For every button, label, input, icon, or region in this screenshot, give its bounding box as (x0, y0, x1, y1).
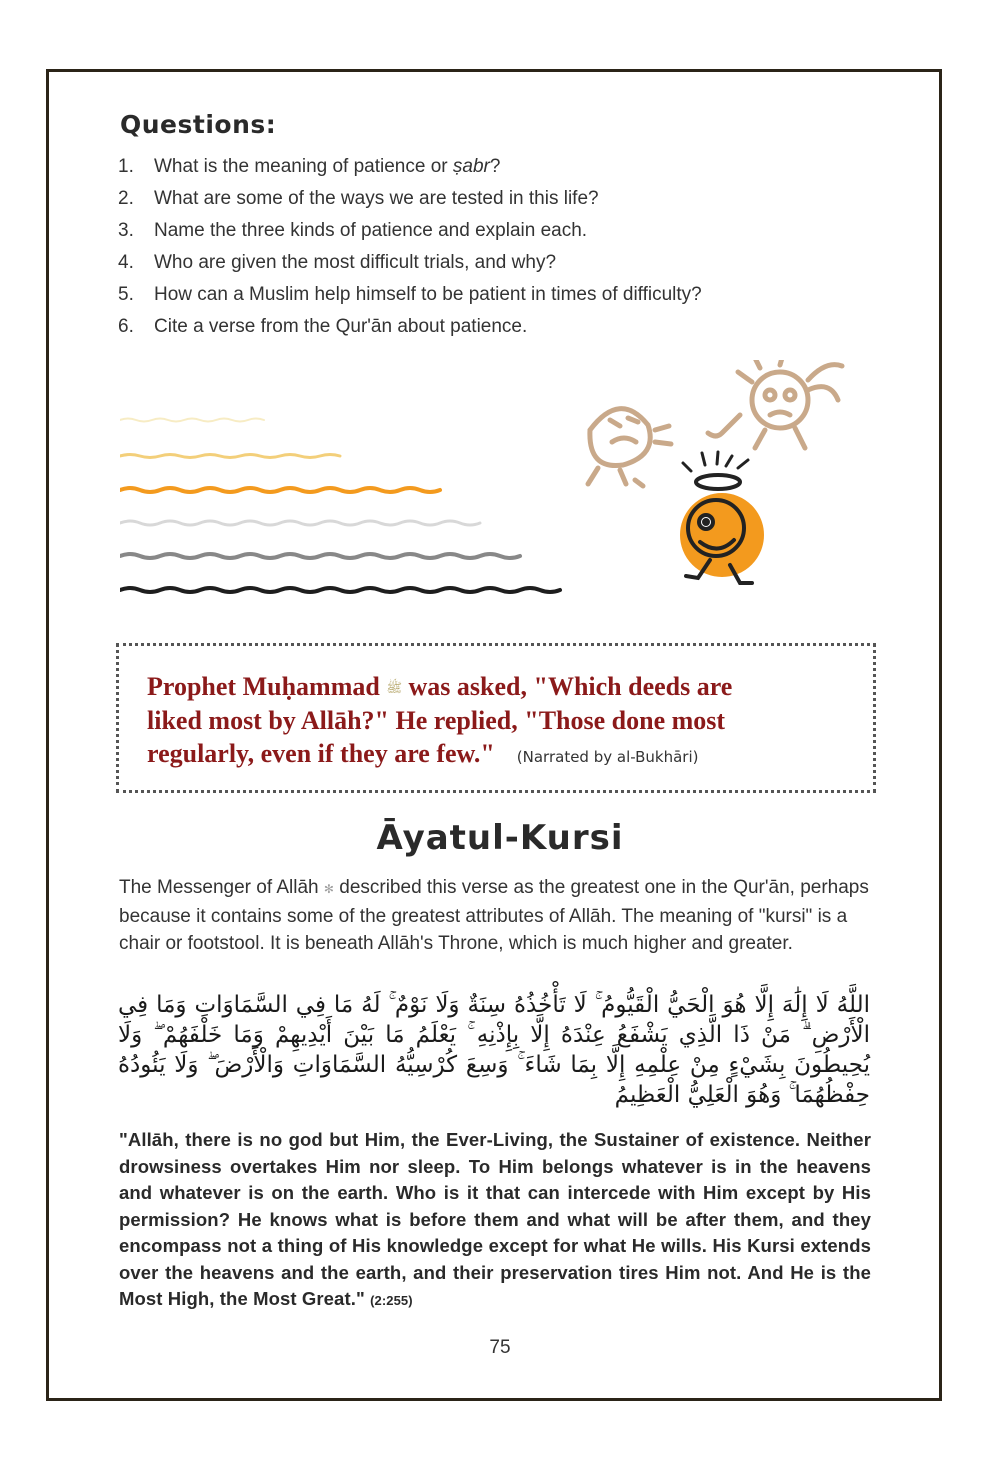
wavy-line-3 (120, 488, 440, 492)
questions-list (118, 151, 702, 343)
wavy-line-1 (120, 419, 264, 422)
question-number: 4. (118, 252, 134, 273)
wavy-line-6 (120, 588, 560, 592)
hadith-line-3: regularly, even if they are few." (147, 739, 495, 768)
question-item (118, 279, 702, 311)
verse-reference: (2:255) (370, 1293, 413, 1308)
question-suffix: ? (489, 156, 501, 177)
honorific-icon: ✻ (323, 882, 334, 896)
hadith-line-1-rest: was asked, "Which deeds are (408, 672, 733, 701)
intro-text-rest: described this verse as the greatest one in the Qur'ān, perhaps because it contains some of the greatest attributes of Allāh. The meaning of "kursi" is a chair or footstool. It is beneath Allāh's Throne, which is much higher and greater. (119, 877, 869, 954)
questions-heading: Questions: (120, 110, 277, 139)
arabic-verse: اللَّهُ لَا إِلَٰهَ إِلَّا هُوَ الْحَيُّ الْقَيُّومُ ۚ لَا تَأْخُذُهُ سِنَةٌ وَلَا نَوْمٌ ۚ لَهُ مَا فِي السَّمَاوَاتِ وَمَا فِي الْأَرْضِ ۗ مَنْ ذَا الَّذِي يَشْفَعُ عِنْدَهُ إِلَّا بِإِذْنِهِ ۚ يَعْلَمُ مَا بَيْنَ أَيْدِيهِمْ وَمَا خَلْفَهُمْ ۖ وَلَا يُحِيطُونَ بِشَيْءٍ مِنْ عِلْمِهِ إِلَّا بِمَا شَاءَ ۚ وَسِعَ كُرْسِيُّهُ السَّمَاوَاتِ وَالْأَرْضَ ۖ وَلَا يَئُودُهُ حِفْظُهُمَا ۚ وَهُوَ الْعَلِيُّ الْعَظِيمُ (118, 992, 870, 1108)
angry-character-right (708, 360, 842, 448)
wavy-line-2 (120, 455, 340, 458)
hadith-prophet-name: Prophet Muḥammad (147, 672, 380, 701)
translation-text: "Allāh, there is no god but Him, the Ever-Living, the Sustainer of existence. Neither drowsiness overtakes Him nor sleep. To Him belongs whatever is in the heavens and whatever is on the earth. Who is it that can intercede with Him except by His permission? He knows what is before them and what will be after them, and they encompass not a thing of His knowledge except for what He wills. His Kursi extends over the heavens and the earth, and their preservation tires Him not. And He is the Most High, the Most Great." (119, 1129, 871, 1309)
wavy-line-4 (120, 521, 480, 525)
question-text: Who are given the most difficult trials, and why? (154, 252, 557, 273)
question-text: What is the meaning of patience or (154, 156, 453, 177)
question-number: 5. (118, 284, 134, 305)
ayatul-kursi-intro (119, 874, 871, 957)
question-text: Name the three kinds of patience and explain each. (154, 220, 588, 241)
question-number: 3. (118, 220, 134, 241)
alarm-lines (683, 452, 748, 471)
patient-character (682, 495, 762, 583)
honorific-icon: ﷺ (386, 680, 403, 695)
wavy-lines-decoration (120, 419, 560, 593)
question-text: How can a Muslim help himself to be patient in times of difficulty? (154, 284, 702, 305)
patience-illustration (120, 360, 880, 610)
question-text: Cite a verse from the Qur'ān about patience. (154, 316, 528, 337)
hadith-line-2: liked most by Allāh?" He replied, "Those done most (147, 706, 726, 735)
question-italic-term: ṣabr (452, 156, 490, 177)
question-item (118, 247, 702, 279)
hadith-line-1 (147, 670, 853, 704)
wavy-line-5 (120, 554, 520, 558)
ayatul-kursi-title: Āyatul-Kursi (376, 818, 624, 858)
intro-text-start: The Messenger of Allāh (119, 877, 319, 898)
question-number: 1. (118, 156, 134, 177)
question-item (118, 151, 702, 183)
page-number: 75 (489, 1337, 511, 1358)
hadith-narration: (Narrated by al-Bukhāri) (516, 748, 699, 766)
verse-translation (119, 1127, 871, 1315)
question-item (118, 215, 702, 247)
question-item (118, 183, 702, 215)
hadith-box (116, 643, 876, 793)
question-number: 2. (118, 188, 134, 209)
question-number: 6. (118, 316, 134, 337)
question-text: What are some of the ways we are tested in this life? (154, 188, 599, 209)
halo-ring (696, 475, 740, 489)
question-item (118, 311, 702, 343)
hadith-line-3-row (147, 737, 853, 774)
angry-character-left (588, 409, 671, 486)
